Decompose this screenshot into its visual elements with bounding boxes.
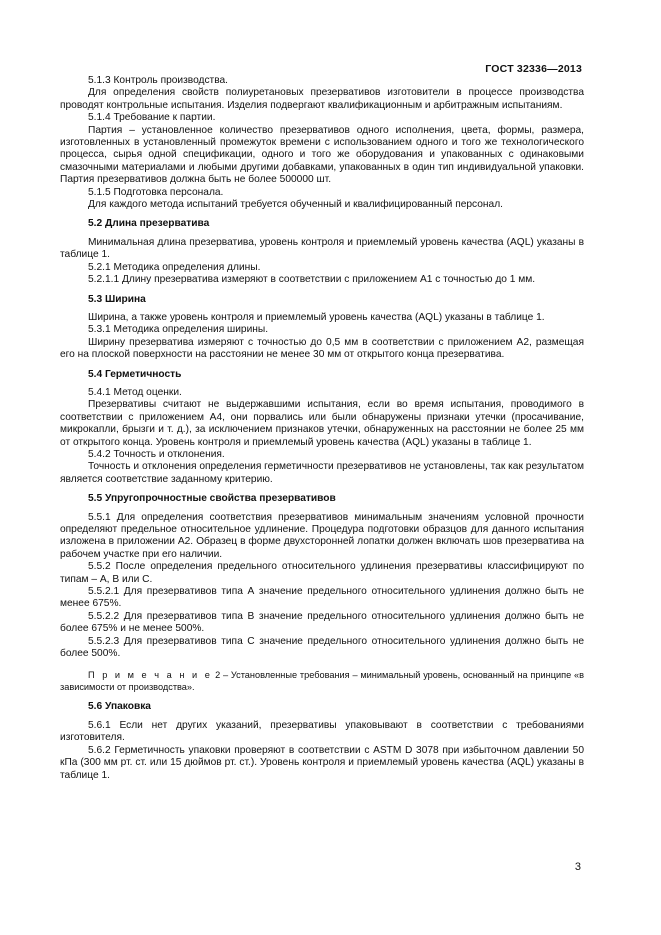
section-heading-5-3: 5.3 Ширина xyxy=(88,293,146,305)
standard-header: ГОСТ 32336—2013 xyxy=(485,63,582,75)
clause-5-5-1: 5.5.1 Для определения соответствия презервативов минимальным значениям условной прочности определяют предельное относительное удлинение. Процедура подготовки образцов для данного испытания изложена в приложении А2. Образец в форме двухсторонней лопатки должен включать шов презерватива на рабочем участке при его наличии. xyxy=(60,511,584,560)
section-heading-5-5: 5.5 Упругопрочностные свойства презервативов xyxy=(88,493,336,505)
clause-5-3-1: 5.3.1 Методика определения ширины. xyxy=(88,324,269,336)
paragraph: Для каждого метода испытаний требуется обученный и квалифицированный персонал. xyxy=(88,199,503,211)
page-number: 3 xyxy=(574,861,581,873)
document-body xyxy=(60,75,584,782)
paragraph: Партия – установленное количество презервативов одного исполнения, цвета, формы, размера, изготовленных в установленный промежуток времени с использованием одного и того же технологического процесса, сырья одной спецификации, одного и того же оборудования и упакованных с одинаковыми смазочными материалами и любыми другими добавками, упакованных в один тип индивидуальной упаковки. Партия презервативов должна быть не более 500000 шт. xyxy=(60,124,584,186)
clause-5-4-2: 5.4.2 Точность и отклонения. xyxy=(88,448,225,460)
clause-5-4-1: 5.4.1 Метод оценки. xyxy=(88,386,182,398)
note-2 xyxy=(60,669,584,693)
clause-5-6-2: 5.6.2 Герметичность упаковки проверяют в соответствии с ASTM D 3078 при избыточном давлении 50 кПа (300 мм рт. ст. или 15 дюймов рт. ст.). Уровень контроля и приемлемый уровень качества (AQL) указаны в таблице 1. xyxy=(60,744,584,781)
section-heading-5-6: 5.6 Упаковка xyxy=(88,701,151,713)
paragraph: Ширина, а также уровень контроля и приемлемый уровень качества (AQL) указаны в таблице 1. xyxy=(88,311,545,323)
clause-5-2-1-1: 5.2.1.1 Длину презерватива измеряют в соответствии с приложением А1 с точностью до 1 мм. xyxy=(88,274,536,286)
section-heading-5-2: 5.2 Длина презерватива xyxy=(88,218,210,230)
clause-5-5-2-1: 5.5.2.1 Для презервативов типа А значение предельного относительного удлинения должно быть не менее 675%. xyxy=(60,586,584,610)
paragraph: Презервативы считают не выдержавшими испытания, если во время испытания, проводимого в соответствии с приложением А4, они порвались или были обнаружены признаки утечки (просачивание, микрокапли, брызги и т. д.), за исключением признаков утечки, обнаруженных на расстоянии не более 25 мм от открытого конца. Уровень контроля и приемлемый уровень качества (AQL) указаны в таблице 1. xyxy=(60,399,584,448)
clause-5-5-2: 5.5.2 После определения предельного относительного удлинения презервативы классифицируют по типам – А, В или С. xyxy=(60,561,584,585)
clause-5-5-2-2: 5.5.2.2 Для презервативов типа В значение предельного относительного удлинения должно быть не более 675% и не менее 500%. xyxy=(60,610,584,635)
note-text: 2 – Установленные требования – минимальный уровень, основанный на принципе «в зависимости от производства». xyxy=(60,670,584,693)
clause-5-1-4: 5.1.4 Требование к партии. xyxy=(88,112,216,124)
section-heading-5-4: 5.4 Герметичность xyxy=(88,368,182,380)
clause-5-1-5: 5.1.5 Подготовка персонала. xyxy=(88,186,224,198)
clause-5-6-1: 5.6.1 Если нет других указаний, презервативы упаковывают в соответствии с требованиями изготовителя. xyxy=(60,719,584,744)
paragraph: Ширину презерватива измеряют с точностью до 0,5 мм в соответствии с приложением А2, размещая его на плоской поверхности на расстоянии не менее 30 мм от открытого конца презерватива. xyxy=(60,336,584,361)
clause-5-2-1: 5.2.1 Методика определения длины. xyxy=(88,261,261,273)
note-label: П р и м е ч а н и е xyxy=(88,670,213,681)
clause-5-1-3: 5.1.3 Контроль производства. xyxy=(88,75,229,86)
paragraph: Минимальная длина презерватива, уровень контроля и приемлемый уровень качества (AQL) указаны в таблице 1. xyxy=(60,236,584,261)
paragraph: Точность и отклонения определения герметичности презервативов не установлены, так как результатом является соответствие заданному критерию. xyxy=(60,461,584,485)
clause-5-5-2-3: 5.5.2.3 Для презервативов типа С значение предельного относительного удлинения должно быть не более 500%. xyxy=(60,635,584,660)
paragraph: Для определения свойств полиуретановых презервативов изготовители в процессе производства проводят контрольные испытания. Изделия подвергают квалификационным и арбитражным испытаниям. xyxy=(60,87,584,111)
